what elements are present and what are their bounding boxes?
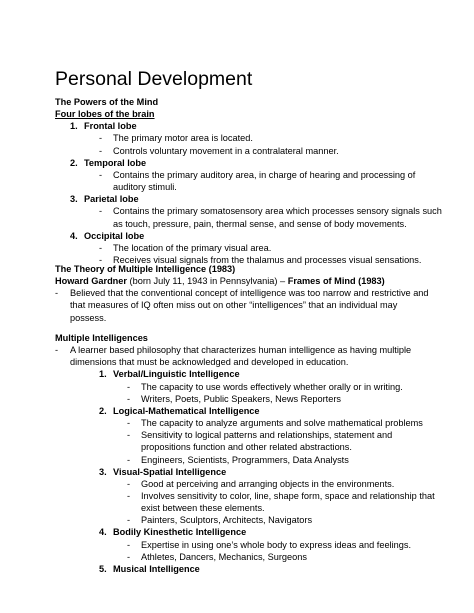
intelligence-number: 2. (99, 405, 107, 416)
book-title: Frames of Mind (1983) (287, 276, 385, 287)
bullet-dash: - (99, 133, 103, 144)
intelligence-point-line: Athletes, Dancers, Mechanics, Surgeons (141, 551, 307, 562)
bullet-dash: - (127, 478, 131, 489)
bullet-dash: - (55, 288, 59, 299)
belief-line: Believed that the conventional concept of intelligence was too narrow and restrictive and (70, 288, 429, 299)
intelligence-point-line: exist between these elements. (141, 503, 265, 514)
author-info: (born July 11, 1943 in Pennsylvania) – (126, 276, 288, 287)
bullet-dash: - (99, 242, 103, 253)
bullet-dash: - (99, 254, 103, 265)
lobe-point-line: The location of the primary visual area. (113, 242, 272, 253)
intelligence-name: Musical Intelligence (113, 563, 200, 574)
intelligence-point-line: Painters, Sculptors, Architects, Navigators (141, 515, 313, 526)
intelligence-number: 4. (99, 527, 107, 538)
lobe-name: Temporal lobe (84, 157, 147, 168)
intelligence-point-line: Engineers, Scientists, Programmers, Data Analysts (141, 454, 349, 465)
section-heading-multiple: Multiple Intelligences (55, 333, 148, 343)
bullet-dash: - (127, 381, 131, 392)
intelligence-point-line: Expertise in using one’s whole body to express ideas and feelings. (141, 539, 412, 550)
intro-line: dimensions that must be acknowledged and developed in education. (70, 357, 349, 368)
bullet-dash: - (99, 145, 103, 156)
lobe-point-line: Contains the primary somatosensory area which processes sensory signals such (113, 206, 442, 217)
intelligence-point-line: propositions function and other related abstractions. (141, 442, 352, 453)
intro-line: A learner based philosophy that characterizes human intelligence as having multiple (70, 345, 412, 356)
intelligence-number: 3. (99, 466, 107, 477)
intelligence-name: Bodily Kinesthetic Intelligence (113, 527, 247, 538)
intelligence-point-line: Involves sensitivity to color, line, shape form, space and relationship that (141, 490, 435, 501)
bullet-dash: - (55, 345, 59, 356)
bullet-dash: - (127, 551, 131, 562)
lobe-point-line: as touch, pressure, pain, thermal sense, and sense of body movements. (113, 218, 407, 229)
intelligence-point-line: Writers, Poets, Public Speakers, News Reporters (141, 393, 341, 404)
intelligence-number: 5. (99, 563, 107, 574)
lobe-name: Parietal lobe (84, 194, 139, 205)
belief-line: possess. (70, 312, 107, 323)
author-name: Howard Gardner (55, 276, 127, 287)
lobe-number: 4. (70, 230, 78, 241)
intelligence-point-line: The capacity to use words effectively whether orally or in writing. (141, 381, 403, 392)
lobe-number: 2. (70, 157, 78, 168)
intelligence-name: Logical-Mathematical Intelligence (113, 405, 260, 416)
theory-author-line (55, 275, 385, 287)
intelligence-name: Verbal/Linguistic Intelligence (113, 369, 240, 380)
bullet-dash: - (127, 418, 131, 429)
bullet-dash: - (127, 490, 131, 501)
bullet-dash: - (99, 206, 103, 217)
section-heading-powers: The Powers of the Mind (55, 97, 159, 107)
lobe-name: Frontal lobe (84, 121, 137, 132)
lobe-number: 1. (70, 121, 78, 132)
lobe-point-line: Receives visual signals from the thalamus and processes visual sensations. (113, 254, 422, 265)
lobe-number: 3. (70, 194, 78, 205)
intelligence-name: Visual-Spatial Intelligence (113, 466, 227, 477)
lobe-point-line: Controls voluntary movement in a contralateral manner. (113, 145, 339, 156)
lobe-point-line: The primary motor area is located. (113, 133, 253, 144)
intelligence-point-line: Sensitivity to logical patterns and relationships, statement and (141, 430, 393, 441)
bullet-dash: - (127, 454, 131, 465)
section-heading-theory: The Theory of Multiple Intelligence (1983) (55, 264, 236, 274)
belief-line: that measures of IQ often miss out on other “intelligences” that an individual may (70, 300, 398, 311)
intelligence-number: 1. (99, 369, 107, 380)
intelligence-point-line: Good at perceiving and arranging objects in the environments. (141, 478, 395, 489)
lobe-point-line: auditory stimuli. (113, 182, 177, 193)
subheading-four-lobes: Four lobes of the brain (55, 109, 155, 120)
bullet-dash: - (127, 393, 131, 404)
page-title: Personal Development (55, 68, 253, 90)
bullet-dash: - (127, 515, 131, 526)
lobe-point-line: Contains the primary auditory area, in charge of hearing and processing of (113, 169, 416, 180)
bullet-dash: - (127, 539, 131, 550)
bullet-dash: - (127, 430, 131, 441)
lobe-name: Occipital lobe (84, 230, 145, 241)
intelligence-point-line: The capacity to analyze arguments and solve mathematical problems (141, 418, 423, 429)
bullet-dash: - (99, 169, 103, 180)
